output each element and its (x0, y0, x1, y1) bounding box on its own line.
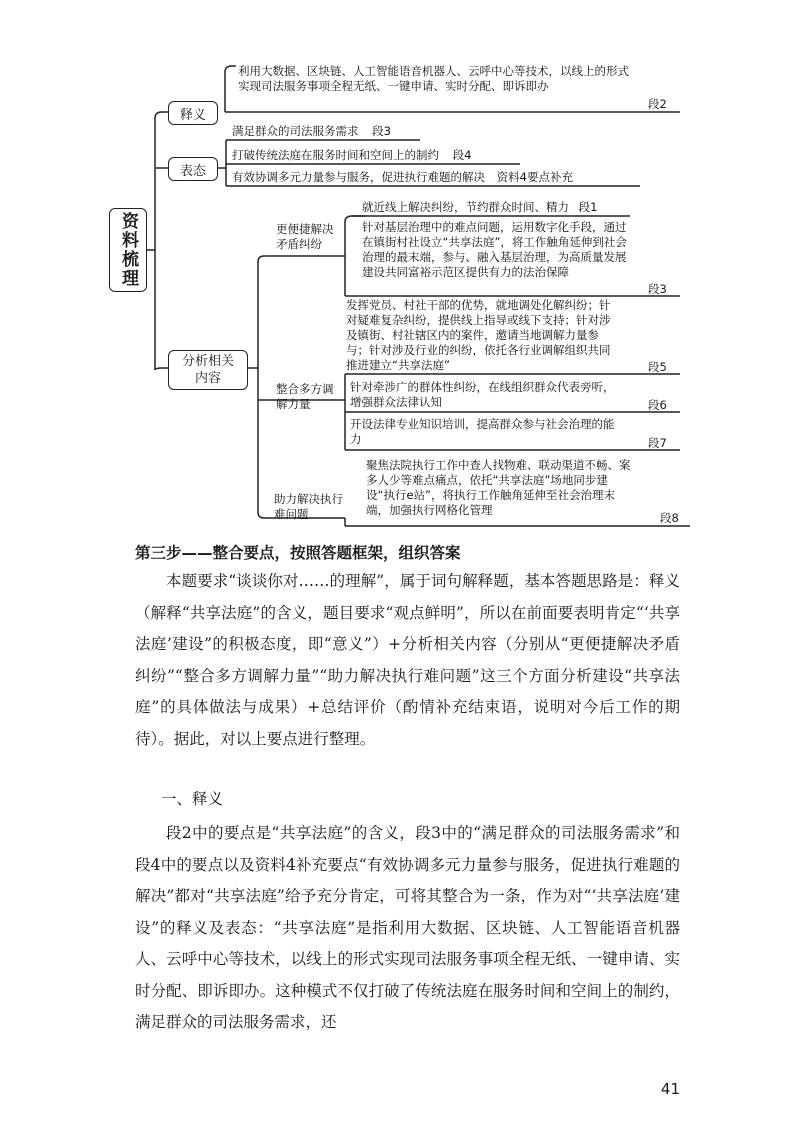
biaotai-item-3-seg: 资料4要点补充 (496, 170, 573, 184)
sub3-item-1-seg: 段8 (660, 511, 679, 525)
biaotai-item-1-text: 满足群众的司法服务需求 (232, 124, 359, 138)
article-para-2 (135, 818, 680, 1039)
root-label: 资料梳理 (118, 212, 138, 288)
biaotai-item-2 (232, 148, 471, 163)
shiyi-seg: 段2 (648, 97, 667, 111)
biaotai-item-1 (232, 124, 391, 139)
article-para-1 (135, 566, 680, 755)
sub1-item-2-seg: 段3 (648, 282, 667, 296)
para-2-text: 段2中的要点是“共享法庭”的含义，段3中的“满足群众的司法服务需求”和段4中的要点以及资料4补充要点“有效协调多元力量参与服务，促进执行难题的解决”都对“共享法庭”给予充分肯定，可将其整合为一条，作为对“‘共享法庭’建设”的释义及表态：“共享法庭”是指利用大数据、区块链、人工智能语音机器人、云呼中心等技术，以线上的形式实现司法服务事项全程无纸、一键申请、实时分配、即诉即办。这种模式不仅打破了传统法庭在服务时间和空间上的制约，满足群众的司法服务需求，还 (135, 824, 680, 1031)
node-fenxi-label: 分析相关内容 (181, 354, 234, 386)
biaotai-item-2-text: 打破传统法庭在服务时间和空间上的制约 (232, 148, 439, 162)
sub1-item-1-text: 就近线上解决纠纷，节约群众时间、精力 (362, 200, 569, 214)
sub2-item-3-text: 开设法律专业知识培训，提高群众参与社会治理的能力 (350, 417, 615, 446)
sub3-label: 助力解决执行难问题 (274, 492, 343, 521)
biaotai-item-3 (232, 170, 573, 185)
branch-fenxi-line (155, 368, 168, 370)
sub1-item-2-text: 针对基层治理中的难点问题，运用数字化手段，通过在镇街村社设立“共享法庭”，将工作触角延伸到社会治理的最末端，参与、融入基层治理，为高质量发展建设共同富裕示范区提供有力的法治保障 (362, 220, 627, 279)
sub2-item-1-text: 发挥党员、村社干部的优势，就地调处化解纠纷；针对疑难复杂纠纷，提供线上指导或线下支持；针对涉及镇街、村社辖区内的案件，邀请当地调解力量参与；针对涉及行业的纠纷，依托各行业调解组织共同推进建立“共享法庭” (346, 298, 611, 372)
sub2-item-2-text: 针对牵涉广的群体性纠纷，在线组织群众代表旁听，增强群众法律认知 (350, 380, 615, 409)
step-heading: 第三步——整合要点，按照答题框架，组织答案 (135, 544, 461, 562)
sub1-item-1 (362, 200, 597, 215)
sub2-item-1-seg: 段5 (648, 360, 667, 374)
sub2-item-3-seg: 段7 (648, 436, 667, 450)
fenxi-line-3 (258, 512, 270, 518)
root-node (109, 208, 147, 292)
section-one-heading: 一、释义 (161, 790, 224, 808)
page-number: 41 (660, 1080, 680, 1098)
sub2-label: 整合多方调解力量 (276, 382, 334, 411)
shiyi-text: 利用大数据、区块链、人工智能语音机器人、云呼中心等技术，以线上的形式实现司法服务事项全程无纸、一键申请、实时分配、即诉即办 (238, 64, 629, 93)
sub1-label: 更便捷解决矛盾纠纷 (276, 222, 334, 251)
sub2-item-2-seg: 段6 (648, 398, 667, 412)
node-biaotai (168, 157, 218, 181)
node-biaotai-label: 表态 (179, 163, 206, 179)
para-1-text: 本题要求“谈谈你对……的理解”，属于词句解释题，基本答题思路是：释义（解释“共享法庭”的含义，题目要求“观点鲜明”，所以在前面要表明肯定“‘共享法庭’建设”的积极态度，即“意义”）+分析相关内容（分别从“更便捷解决矛盾纠纷”“整合多方调解力量”“助力解决执行难问题”这三个方面分析建设“共享法庭”的具体做法与成果）+总结评价（酌情补充结束语，说明对今后工作的期待）。据此，对以上要点进行整理。 (135, 572, 680, 748)
node-shiyi (168, 101, 218, 125)
biaotai-item-2-seg: 段4 (452, 148, 472, 162)
biaotai-item-3-text: 有效协调多元力量参与服务，促进执行难题的解决 (232, 170, 485, 184)
branch-shiyi-line (155, 112, 168, 118)
node-shiyi-label: 释义 (179, 107, 206, 123)
sub3-item-1-text: 聚焦法院执行工作中查人找物难、联动渠道不畅、案多人少等难点痛点，依托“共享法庭”场地同步建设“执行e站”，将执行工作触角延伸至社会治理末端，加强执行网格化管理 (366, 458, 631, 517)
biaotai-item-1-seg: 段3 (372, 124, 391, 138)
sub1-item-1-seg: 段1 (578, 200, 598, 214)
shiyi-upper-line (225, 66, 236, 112)
node-fenxi (168, 350, 248, 390)
